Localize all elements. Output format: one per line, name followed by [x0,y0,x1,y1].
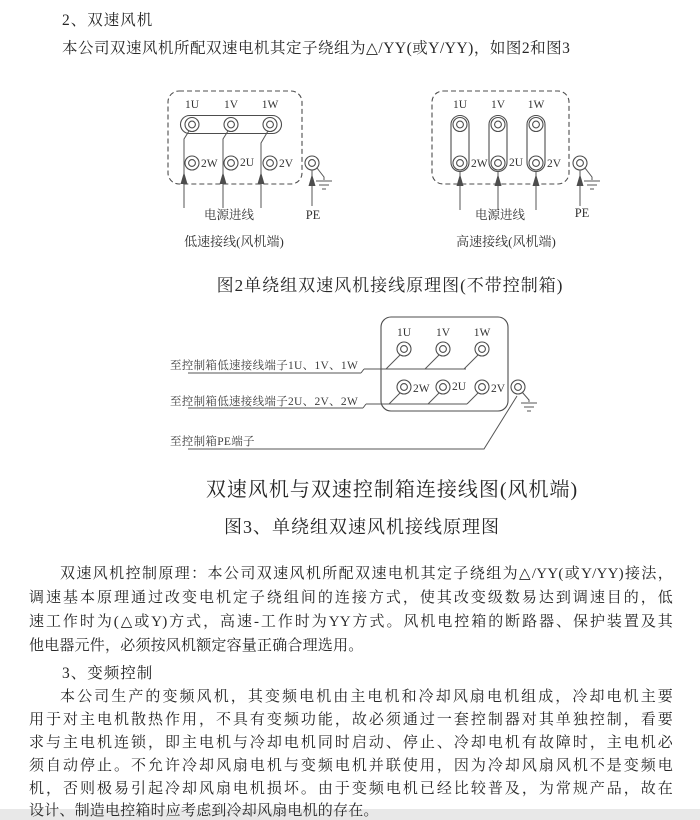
terminal-label-2w: 2W [413,383,430,395]
terminal-label-2v: 2V [547,158,562,170]
para-vfd-line: 用于对主电机散热作用，不具有变频功能，故必须通过一套控制器对其单独控制，看要 [29,712,673,728]
terminal-1v [491,118,505,132]
figure3-caption: 图3、单绕组双速风机接线原理图 [224,517,500,537]
para-dual-speed-line: 调速基本原理通过改变电机定子绕组间的连接方式，使其改变级数易达到调速目的，低 [29,590,673,606]
terminal-1u [453,118,467,132]
terminal-label-2u: 2U [452,381,467,393]
low-speed-caption: 低速接线(风机端) [184,234,284,249]
para-dual-speed-line: 他电器元件，必须按风机额定容量正确合理选用。 [29,638,364,654]
ground-icon [521,392,537,411]
wire-label-pe: 至控制箱PE端子 [170,436,255,448]
terminal-2v [475,380,489,394]
power-arrow [495,174,502,186]
terminal-2v [263,156,277,170]
section2-intro: 本公司双速风机所配双速电机其定子绕组为△/YY(或Y/YY)，如图2和图3 [62,40,571,57]
terminal-label-2u: 2U [509,157,524,169]
para-dual-speed-line: 双速风机控制原理：本公司双速风机所配双速电机其定子绕组为△/YY(或Y/YY)接法， [60,566,673,582]
terminal-box-outline [432,91,569,184]
wire [223,131,228,208]
terminal-1w [529,118,543,132]
terminal-label-1v: 1V [223,99,239,111]
terminal-label-1u: 1U [452,99,468,111]
pe-terminal [573,156,587,170]
pe-label: PE [574,206,590,220]
figure2-caption: 图2单绕组双速风机接线原理图(不带控制箱) [216,276,564,295]
para-vfd-line: 本公司生产的变频风机，其变频电机由主电机和冷却风扇电机组成，冷却电机主要 [60,689,673,705]
terminal-label-1u: 1U [184,99,200,111]
terminal-2w [185,156,199,170]
terminal-box-outline [381,317,508,411]
terminal-label-1w: 1W [261,99,279,111]
wire [261,131,268,208]
para-vfd-line: 须自动停止。不允许冷却风扇电机与变频电机并联使用，因为冷却风扇风机不是变频电 [29,758,673,774]
power-arrow [220,172,227,184]
terminal-2w [397,380,411,394]
terminal-1w [475,342,489,356]
terminal-label-1v: 1V [490,99,506,111]
terminal-2u [436,380,450,394]
terminal-label-1u: 1U [396,327,412,339]
terminal-label-1w: 1W [473,327,491,339]
low-speed-terminal-box [168,91,332,249]
terminal-label-2w: 2W [471,158,488,170]
ground-icon [316,168,332,189]
section3-heading: 3、变频控制 [62,665,154,682]
power-arrow [577,174,584,186]
terminal-2v [529,156,543,170]
pe-terminal [305,156,319,170]
terminal-label-1v: 1V [435,327,451,339]
high-speed-caption: 高速接线(风机端) [456,234,556,249]
para-vfd-line: 设计、制造电控箱时应考虑到冷却风扇电机的存在。 [29,803,379,819]
power-arrow [533,174,540,186]
section2-heading: 2、双速风机 [62,12,154,29]
terminal-2w [453,156,467,170]
terminal-label-1w: 1W [527,99,545,111]
power-in-label: 电源进线 [203,208,255,222]
high-speed-terminal-box [432,91,600,249]
wire [184,131,189,208]
power-arrow [181,172,188,184]
wire-label-low-speed-2: 至控制箱低速接线端子2U、2V、2W [170,396,359,408]
link-bar [451,116,469,172]
para-dual-speed-line: 速工作时为(△或Y)方式，高速-工作时为YY方式。风机电控箱的断路器、保护装置及其 [29,614,673,630]
para-vfd-line: 求与主电机连锁，即主电机与冷却电机同时启动、停止、冷却电机有故障时，主电机必 [29,735,673,751]
terminal-1u [185,118,199,132]
terminal-label-2u: 2U [240,157,255,169]
terminal-label-2v: 2V [279,158,294,170]
terminal-box-outline [168,91,302,184]
terminal-1v [436,342,450,356]
terminal-2u [491,156,505,170]
shorting-bar [181,116,282,134]
link-bar [527,116,545,172]
link-bar [489,116,507,172]
terminal-label-2v: 2V [491,383,506,395]
ground-icon [584,168,600,189]
power-in-label: 电源进线 [474,208,526,222]
wire-label-low-speed-1: 至控制箱低速接线端子1U、1V、1W [170,360,359,372]
para-vfd-line: 机，否则极易引起冷却风扇电机损坏。由于变频电机已经比较普及，为常规产品，故在 [29,781,673,797]
terminal-label-2w: 2W [201,158,218,170]
power-arrow [309,174,316,186]
power-arrow [258,172,265,184]
pe-label: PE [305,208,321,222]
figure3-terminal-box [188,317,537,449]
pe-terminal [511,380,525,394]
figure3-title: 双速风机与双速控制箱连接线图(风机端) [205,479,579,501]
terminal-1v [224,118,238,132]
terminal-1u [397,342,411,356]
terminal-2u [224,156,238,170]
power-arrow [457,174,464,186]
terminal-1w [263,118,277,132]
